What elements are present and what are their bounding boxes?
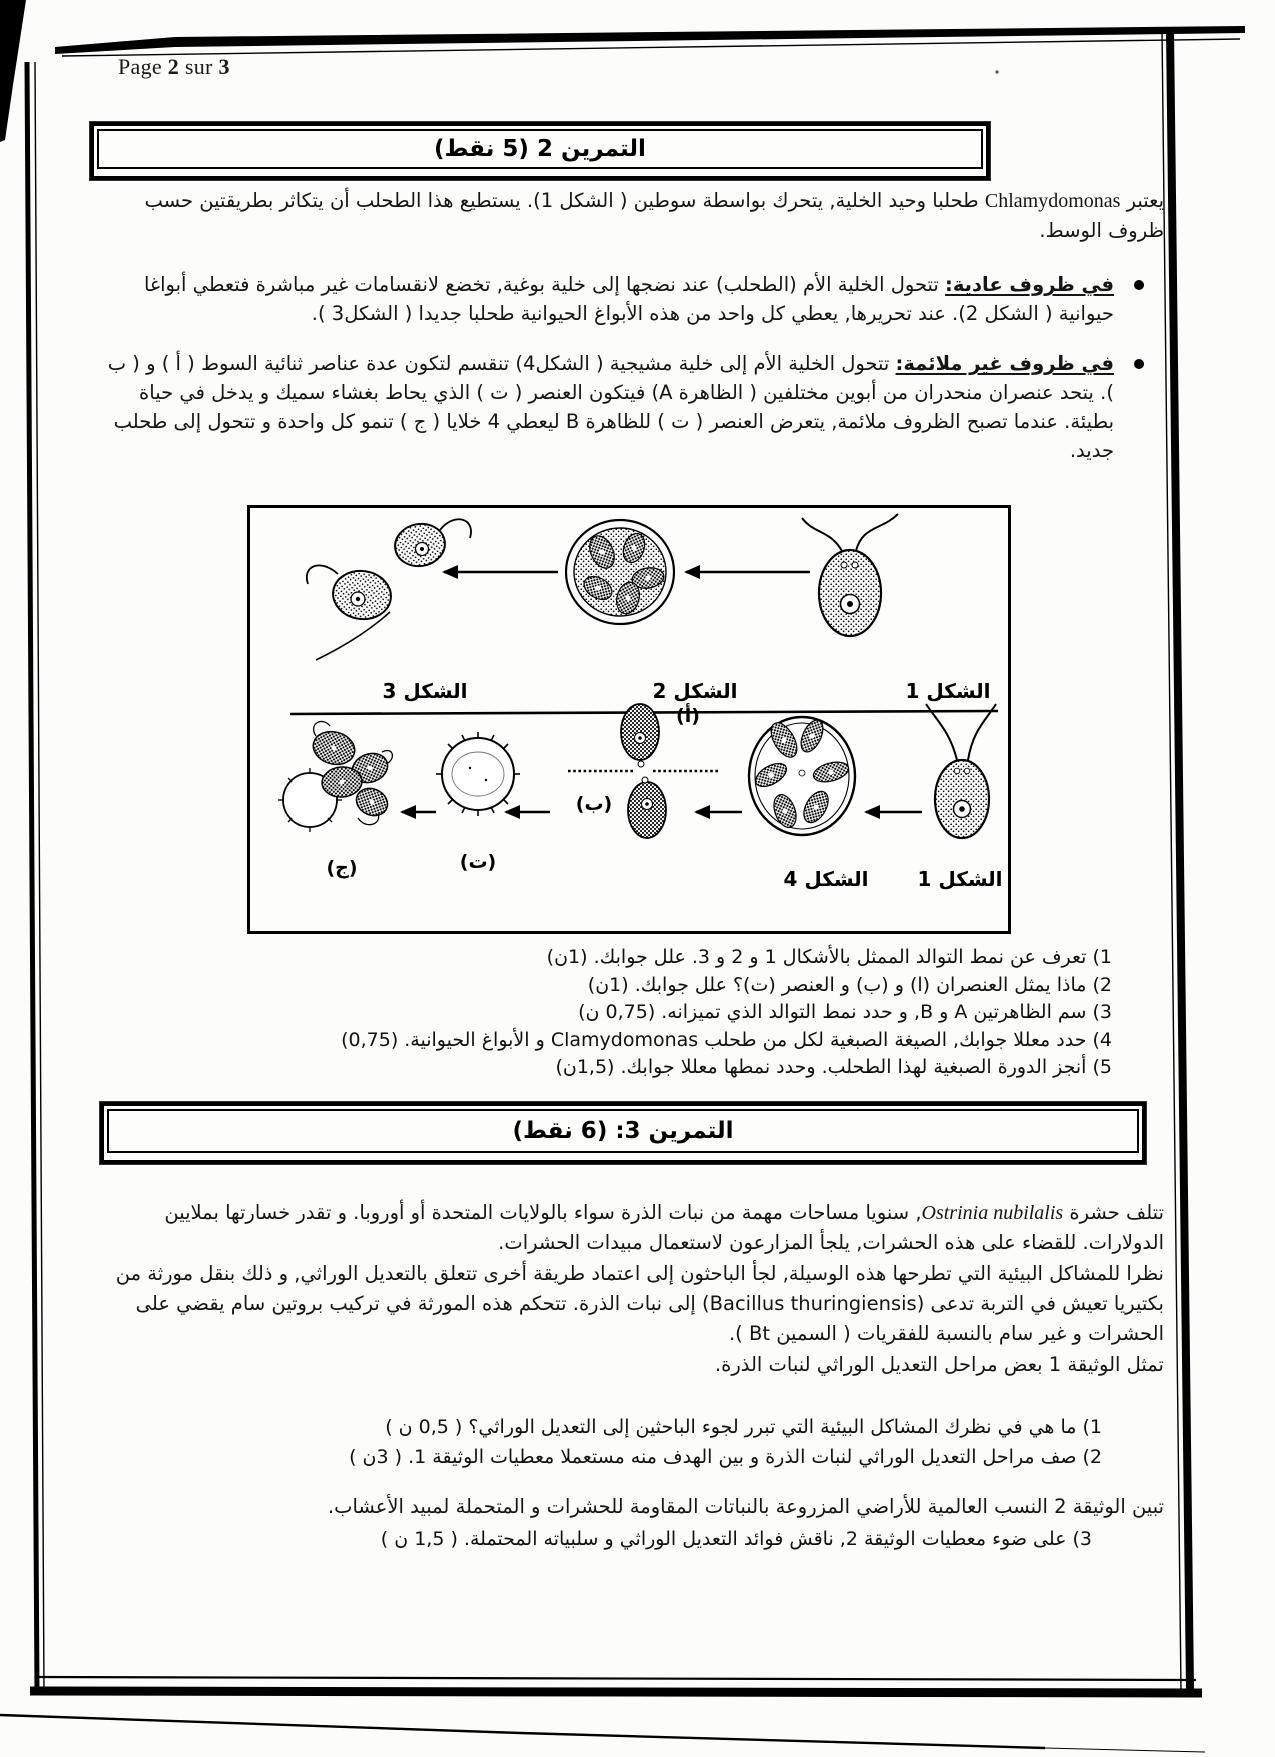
figure-label: (ت) [459,851,497,873]
figure-label: الشكل 2 [652,679,738,703]
figure-label: الشكل 1 [905,679,991,703]
exercise3-title-box [100,1102,1146,1164]
bullet2-lead: في ظروف غير ملائمة: [895,352,1114,375]
figure-box [247,505,1011,934]
intro-part2: طحلبا وحيد الخلية, يتحرك بواسطة سوطين ( الشكل 1). يستطيع هذا الطحلب أن يتكاثر بطريقتين حسب ظروف الوسط. [144,189,1164,242]
bullet-normal-conditions [96,270,1144,328]
question-line: 2) ماذا يمثل العنصران (ا) و (ب) و العنصر (ت)؟ علل جوابك. (1ن) [587,973,1112,996]
exercise3-paragraph2: نظرا للمشاكل البيئية التي تطرحها هذه الوسيلة, لجأ الباحثون إلى اعتماد طريقة أخرى تتعلق بالتعديل الوراثي, و ذلك بنقل مورثة من بكتيريا تعيش في التربة تدعى (Bacillus thuringiensis) إلى نبات الذرة. تتحكم هذه المورثة في تركيب بروتين سام يقضي على الحشرات و غير سام بالنسبة للفقريات ( السمين Bt ). [115,1262,1164,1345]
para1-part1: تتلف حشرة [1063,1201,1164,1224]
bullet-icon [1134,280,1144,290]
bullet-icon [1134,359,1144,369]
scan-corner-artifact [0,0,26,142]
question-line: 3) سم الظاهرتين A و B, و حدد نمط التوالد الذي تميزانه. (0,75 ن) [578,1001,1112,1023]
question-line: 1) ما هي في نظرك المشاكل البيئية التي تبرر لجوء الباحثين إلى التعديل الوراثي؟ ( 0,5 ن ) [385,1416,1102,1438]
bullet1-lead: في ظروف عادية: [945,273,1114,296]
fig2-sporangium [566,520,674,624]
intro-part1: يعتبر [1120,189,1164,212]
fig3-hatching-zoospores [307,519,471,660]
page-number-header [118,54,230,80]
exercise2-questions [150,944,1112,1082]
fig1b-flagellated-cell [926,704,996,838]
top-rule [55,26,1245,54]
figure-label: الشكل 1 [917,867,1003,891]
page-sur: sur [179,54,219,79]
exercise2-intro [96,186,1164,245]
bullet2-text: تتحول الخلية الأم إلى خلية مشيجية ( الشكل4) تنقسم لتكون عدة عناصر ثنائية السوط ( أ ) و ( ب ). يتحد عنصران منحدران من أبوين مختلفين ( الظاهرة A) فيتكون العنصر ( ت ) الذي يحاط بغشاء سميك و يدخل في حياة بطيئة. عندما تصبح الظروف ملائمة, يتعرض العنصر ( ت ) للظاهرة B ليعطي 4 خلايا ( ج ) تنمو كل واحدة و تتحول إلى طحلب جديد. [107,352,1114,462]
figure-label: (ب) [575,793,613,815]
bullet1-text: تتحول الخلية الأم (الطحلب) عند نضجها إلى خلية بوغية, تخضع لانقسامات غير مباشرة فتعطي أبواغا حيوانية ( الشكل 2). عند تحريرها, يعطي كل واحد من هذه الأبواغ الحيوانية طحلبا جديدا ( الشكل3 ). [143,273,1114,325]
exercise3-paragraph1 [96,1198,1164,1258]
right-rule [1170,30,1190,1690]
chlamydomonas-cycle-figure [250,508,1008,931]
question-line: 2) صف مراحل التعديل الوراثي لنبات الذرة و بين الهدف منه مستعملا معطيات الوثيقة 1. ( 3ن ) [349,1446,1102,1468]
page-current: 2 [167,54,180,79]
exercise3-title: التمرين 3: (6 نقط) [512,1118,734,1144]
para1-part2: , سنويا مساحات مهمة من نبات الذرة سواء بالولايات المتحدة أو أوروبا. و تقدر خسارتها بملايين الدولارات. للقضاء على هذه الحشرات, يلجأ المزارعون لاستعمال مبيدات الحشرات. [164,1201,1164,1254]
left-rule [27,62,37,1692]
exercise3-paragraph3: تمثل الوثيقة 1 بعض مراحل التعديل الوراثي لنبات الذرة. [714,1353,1164,1376]
fig4-gametocyst [749,717,855,835]
exercise3-questions-1-2 [140,1412,1102,1472]
scan-slant-line [0,1715,1045,1748]
figure-label: الشكل 4 [783,867,869,891]
exercise3-intro [96,1198,1164,1381]
bullet-unfavorable-conditions [96,349,1144,465]
figure-label: (أ) [676,705,700,727]
exercise3-question-3 [140,1524,1092,1554]
question-line: 1) تعرف عن نمط التوالد الممثل بالأشكال 1 و 2 و 3. علل جوابك. (1ن) [546,946,1112,968]
fig1-flagellated-cell [802,514,898,636]
figure-label: (ج) [326,857,358,879]
bottom-rule-thick [30,1691,1202,1693]
bottom-rule-thin [38,1677,1196,1680]
exercise2-title-box [90,122,990,180]
page-word: Page [118,54,168,79]
question-line: 4) حدد معللا جوابك, الصيغة الصبغية لكل من طحلب Clamydomonas و الأبواغ الحيوانية. (0,75) [341,1028,1112,1051]
question-line: 3) على ضوء معطيات الوثيقة 2, ناقش فوائد التعديل الوراثي و سلبياته المحتملة. ( 1,5 ن ) [380,1528,1092,1550]
four-cells-j [278,721,392,832]
zygote-t [436,732,520,816]
species-ostrinia: Ostrinia nubilalis [921,1202,1064,1224]
figure-label: الشكل 3 [382,679,468,703]
question-line: 5) أنجز الدورة الصبغية لهذا الطحلب. وحدد نمطها معللا جوابك. (1,5ن) [555,1056,1112,1078]
exercise2-title: التمرين 2 (5 نقط) [434,136,646,162]
exercise3-paragraph4: تبين الوثيقة 2 النسب العالمية للأراضي المزروعة بالنباتات المقاومة للحشرات و المتحملة لمبيد الأعشاب. [327,1495,1164,1518]
species-chlamydomonas: Chlamydomonas [984,190,1121,212]
page-total: 3 [218,54,230,79]
